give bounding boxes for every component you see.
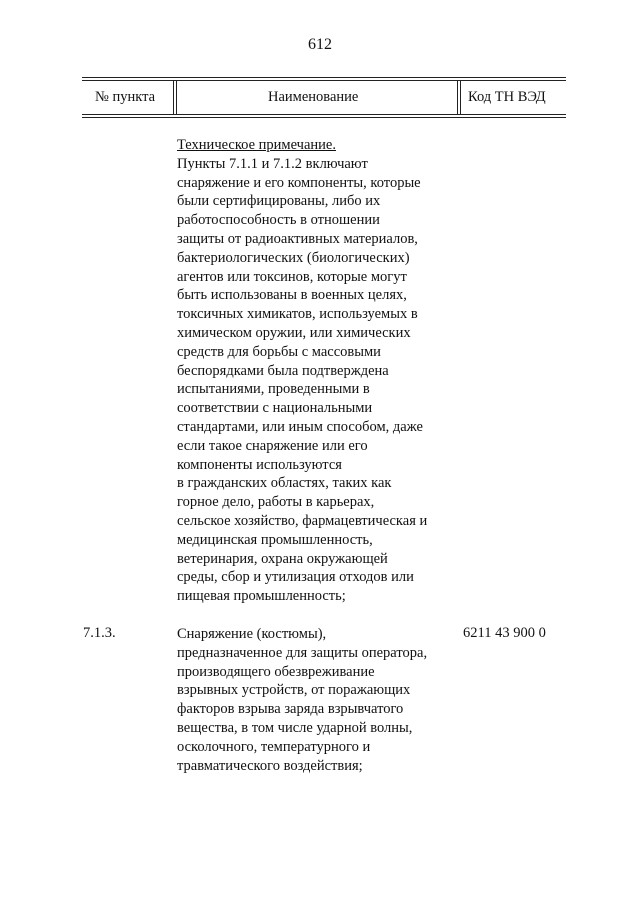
column-divider-1-inner: [176, 80, 177, 115]
item-description: [177, 625, 462, 775]
column-divider-2-inner: [460, 80, 461, 115]
item-line: травматического воздействия;: [177, 757, 363, 774]
note-line: среды, сбор и утилизация отходов или: [177, 569, 414, 586]
note-line: химическом оружии, или химических: [177, 324, 411, 341]
column-divider-1: [173, 80, 174, 115]
note-line: компоненты используются: [177, 456, 342, 473]
note-line: сельское хозяйство, фармацевтическая и: [177, 512, 428, 529]
note-line: в гражданских областях, таких как: [177, 475, 392, 492]
note-line: горное дело, работы в карьерах,: [177, 494, 375, 511]
column-divider-2: [457, 80, 458, 115]
page-number: 612: [308, 36, 332, 53]
header-item-number: № пункта: [95, 89, 156, 105]
note-line: средств для борьбы с массовыми: [177, 343, 381, 360]
note-line: токсичных химикатов, используемых в: [177, 306, 418, 323]
note-line: агентов или токсинов, которые могут: [177, 268, 407, 285]
table-top-rule: [82, 77, 566, 78]
item-number: 7.1.3.: [83, 625, 116, 641]
note-line: соответствии с национальными: [177, 400, 373, 417]
note-line: быть использованы в военных целях,: [177, 287, 407, 304]
item-line: Снаряжение (костюмы),: [177, 626, 327, 642]
note-line: защиты от радиоактивных материалов,: [177, 230, 418, 247]
header-code: Код ТН ВЭД: [468, 89, 546, 105]
note-line: пищевая промышленность;: [177, 588, 346, 605]
note-line: если такое снаряжение или его: [177, 437, 368, 454]
table-header-bottom-rule: [82, 114, 566, 115]
note-line: бактериологических (биологических): [177, 249, 410, 266]
item-line: производящего обезвреживание: [177, 663, 375, 680]
item-line: взрывных устройств, от поражающих: [177, 682, 411, 699]
item-line: предназначенное для защиты оператора,: [177, 644, 428, 661]
note-line: были сертифицированы, либо их: [177, 193, 381, 210]
note-line: стандартами, или иным способом, даже: [177, 418, 423, 435]
note-line: снаряжение и его компоненты, которые: [177, 174, 421, 191]
note-line: Пункты 7.1.1 и 7.1.2 включают: [177, 155, 368, 172]
table-header-bottom-rule-inner: [82, 117, 566, 118]
item-line: факторов взрыва заряда взрывчатого: [177, 701, 404, 718]
technical-note: [177, 136, 462, 606]
item-line: осколочного, температурного и: [177, 738, 371, 755]
note-line: испытаниями, проведенными в: [177, 381, 370, 398]
note-line: ветеринария, охрана окружающей: [177, 550, 388, 567]
note-line: медицинская промышленность,: [177, 531, 373, 548]
technical-note-title: Техническое примечание.: [177, 137, 336, 153]
note-line: работоспособность в отношении: [177, 212, 380, 229]
note-line: беспорядками была подтверждена: [177, 362, 389, 379]
item-code: 6211 43 900 0: [463, 625, 546, 641]
item-line: вещества, в том числе ударной волны,: [177, 719, 413, 736]
table-top-rule-inner: [82, 80, 566, 81]
header-name: Наименование: [268, 89, 359, 105]
